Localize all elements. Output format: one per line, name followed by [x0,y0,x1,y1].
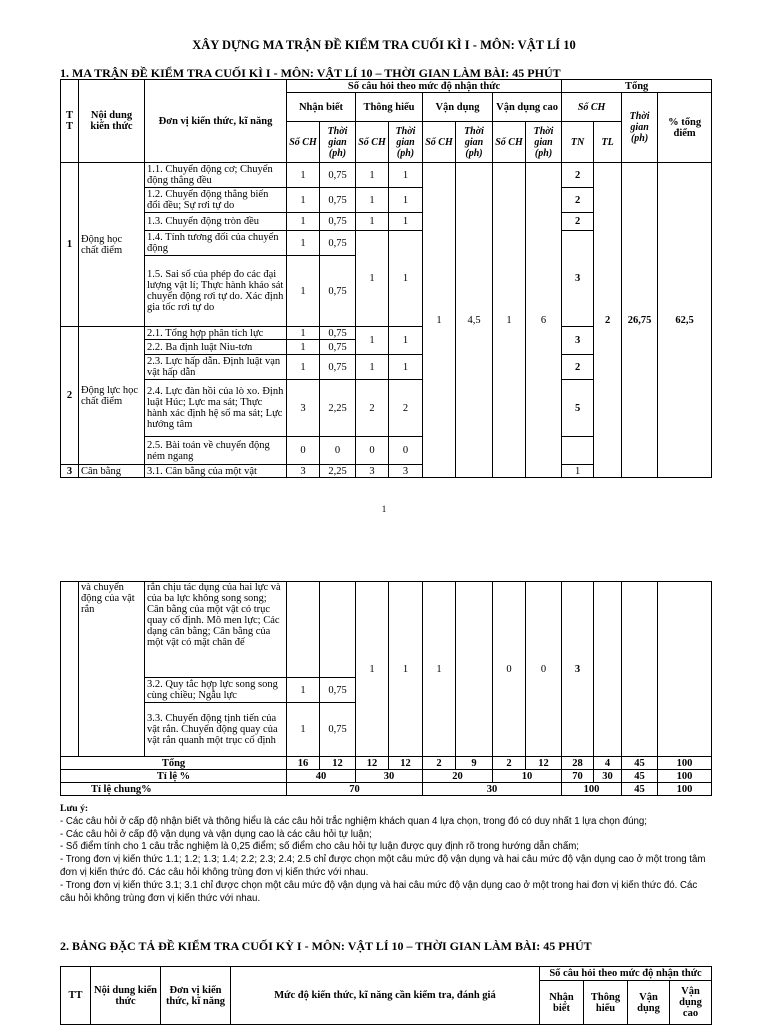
ratio-row [61,770,712,783]
cell: 12 [320,757,356,770]
cell: 1 [493,163,526,478]
cell: 45 [622,770,658,783]
t2-header-nhan-biet: Nhận biết [540,981,584,1025]
header-tn: TN [562,122,594,163]
cell: 16 [287,757,320,770]
unit-cell: 2.2. Ba định luật Niu-tơn [145,340,287,355]
unit-cell: 3.3. Chuyển động tịnh tiến của vật rắn. Chuyển động quay của vật rắn quanh một trục cố định [145,703,287,757]
cell: 2 [562,163,594,188]
matrix-table-continued [60,581,712,796]
cell: 1 [287,188,320,213]
table-row [61,163,712,188]
cell: 2 [562,213,594,231]
unit-cell: 1.5. Sai số của phép đo các đại lượng vật lí; Thực hành khảo sát chuyển động rơi tự do. Xác định gia tốc rơi tự do [145,256,287,327]
cell: 0,75 [320,163,356,188]
cell: 4,5 [456,163,493,478]
cell: 40 [287,770,356,783]
cell: 0,75 [320,703,356,757]
t2-header-van-dung: Vận dụng [628,981,670,1025]
cell: 1 [562,465,594,478]
cell: 1 [287,163,320,188]
cell: 1 [389,327,423,355]
header-thoi-gian: Thời gian (ph) [526,122,562,163]
header-tl: TL [594,122,622,163]
cell: 0,75 [320,188,356,213]
cell: 2 [423,757,456,770]
cell: 3 [562,582,594,757]
cell [287,582,320,678]
overall-ratio-label: Tỉ lệ chung% [61,783,287,796]
cell [658,582,712,757]
cell: 1 [356,327,389,355]
cell: 26,75 [622,163,658,478]
cell: 2 [493,757,526,770]
cell: 2,25 [320,380,356,437]
cell: 3 [287,465,320,478]
row-tt: 2 [61,327,79,465]
cell: 1 [356,231,389,327]
t2-header-muc-do: Mức độ kiến thức, kĩ năng cần kiểm tra, đánh giá [231,967,540,1025]
t2-header-tt: TT [61,967,91,1025]
cell: 2 [562,188,594,213]
cell: 100 [658,757,712,770]
cell: 2 [562,355,594,380]
cell: 1 [287,231,320,256]
header-tong: Tổng [562,80,712,93]
header-so-ch: Số CH [356,122,389,163]
cell: 1 [356,188,389,213]
header-thoi-gian-total: Thời gian (ph) [622,93,658,163]
total-label: Tổng [61,757,287,770]
content-name: và chuyển động của vật rắn [79,582,145,757]
matrix-table [60,79,712,478]
section-2-title: 2. BẢNG ĐẶC TẢ ĐỀ KIỂM TRA CUỐI KỲ I - MÔN: VẬT LÍ 10 – THỜI GIAN LÀM BÀI: 45 PHÚT [60,939,592,953]
header-van-dung-cao: Vận dụng cao [493,93,562,122]
header-pct: % tổng điểm [658,93,712,163]
cell: 12 [526,757,562,770]
cell: 100 [562,783,622,796]
cell: 5 [562,380,594,437]
table-row [61,582,712,678]
cell: 10 [493,770,562,783]
header-so-cau-hoi: Số câu hỏi theo mức độ nhận thức [287,80,562,93]
cell: 0,75 [320,256,356,327]
total-row [61,757,712,770]
cell: 62,5 [658,163,712,478]
cell [594,582,622,757]
cell: 12 [389,757,423,770]
cell: 3 [562,327,594,355]
cell: 45 [622,757,658,770]
note-line: - Trong đơn vị kiến thức 3.1; 3.1 chỉ được chọn một câu mức độ vận dụng và hai câu mức độ vận dụng cao ở một trong hai đơn vị kiến thức đó. Các câu hỏi không trùng đơn vị kiến thức với nhau. [60,879,698,904]
cell: 0,75 [320,327,356,340]
header-so-ch: Số CH [287,122,320,163]
unit-cell: rắn chịu tác dụng của hai lực và của ba lực không song song; Cân bằng của một vật có trục quay cố định. Mô men lực; Các dạng cân bằng; Cân bằng của một vật có mặt chân đế [145,582,287,678]
note-line: - Các câu hỏi ở cấp độ vận dụng và vận dụng cao là các câu hỏi tự luận; [60,828,372,840]
cell: 0,75 [320,340,356,355]
notes-title: Lưu ý: [60,803,89,814]
cell: 1 [356,582,389,757]
cell: 1 [356,163,389,188]
cell: 2 [389,380,423,437]
cell: 0 [389,437,423,465]
cell: 28 [562,757,594,770]
cell: 70 [287,783,423,796]
header-noi-dung: Nội dung kiến thức [79,80,145,163]
unit-cell: 2.5. Bài toán về chuyển động ném ngang [145,437,287,465]
cell: 1 [389,163,423,188]
note-line: - Số điểm tính cho 1 câu trắc nghiệm là 0,25 điểm; số điểm cho câu hỏi tự luận được quy định rõ trong hướng dẫn chấm; [60,841,579,853]
header-thoi-gian: Thời gian (ph) [456,122,493,163]
cell: 1 [287,355,320,380]
cell: 1 [287,678,320,703]
cell: 0 [320,437,356,465]
row-tt: 1 [61,163,79,327]
header-nhan-biet: Nhận biết [287,93,356,122]
cell: 1 [287,327,320,340]
cell: 1 [356,355,389,380]
header-so-ch-total: Số CH [562,93,622,122]
cell: 1 [287,256,320,327]
cell: 2 [356,380,389,437]
cell: 2 [594,163,622,478]
header-so-ch: Số CH [493,122,526,163]
header-don-vi: Đơn vị kiến thức, kĩ năng [145,80,287,163]
cell: 20 [423,770,493,783]
cell [622,582,658,757]
header-tt: T T [61,80,79,163]
cell: 6 [526,163,562,478]
cell: 0,75 [320,355,356,380]
cell: 2,25 [320,465,356,478]
cell: 0 [493,582,526,757]
cell: 4 [594,757,622,770]
cell: 30 [423,783,562,796]
cell: 1 [423,163,456,478]
t2-header-noi-dung: Nội dung kiến thức [91,967,161,1025]
cell: 1 [389,188,423,213]
cell: 3 [356,465,389,478]
unit-cell: 2.4. Lực đàn hồi của lò xo. Định luật Húc; Lực ma sát; Thực hành xác định hệ số ma sát; Lực hướng tâm [145,380,287,437]
cell: 45 [622,783,658,796]
cell: 0 [356,437,389,465]
cell [320,582,356,678]
unit-cell: 1.4. Tính tương đối của chuyển động [145,231,287,256]
header-thong-hieu: Thông hiểu [356,93,423,122]
notes-block [60,803,710,905]
content-name: Cân bằng [79,465,145,478]
cell: 0,75 [320,213,356,231]
cell [456,582,493,757]
unit-cell: 3.1. Cân bằng của một vật [145,465,287,478]
cell: 12 [356,757,389,770]
cell: 1 [287,703,320,757]
t2-header-so-cau: Số câu hỏi theo mức độ nhận thức [540,967,712,981]
note-line: - Các câu hỏi ở cấp độ nhận biết và thông hiểu là các câu hỏi trắc nghiệm khách quan 4 lựa chọn, trong đó có duy nhất 1 lựa chọn đúng; [60,815,647,827]
cell: 30 [594,770,622,783]
header-so-ch: Số CH [423,122,456,163]
header-thoi-gian: Thời gian (ph) [389,122,423,163]
cell: 0 [526,582,562,757]
t2-header-van-dung-cao: Vận dụng cao [670,981,712,1025]
cell: 3 [562,231,594,327]
overall-ratio-row [61,783,712,796]
unit-cell: 1.2. Chuyển động thẳng biến đổi đều; Sự rơi tự do [145,188,287,213]
cell: 1 [356,213,389,231]
document-title: XÂY DỰNG MA TRẬN ĐỀ KIỂM TRA CUỐI KÌ I - MÔN: VẬT LÍ 10 [192,38,576,52]
header-thoi-gian: Thời gian (ph) [320,122,356,163]
cell: 1 [389,213,423,231]
row-tt: 3 [61,465,79,478]
unit-cell: 1.3. Chuyển động tròn đều [145,213,287,231]
cell: 1 [389,231,423,327]
cell: 3 [287,380,320,437]
t2-header-don-vi: Đơn vị kiến thức, kĩ năng [161,967,231,1025]
unit-cell: 1.1. Chuyển động cơ; Chuyển động thẳng đều [145,163,287,188]
cell: 100 [658,783,712,796]
content-name: Động lực học chất điểm [79,327,145,465]
cell: 1 [423,582,456,757]
cell: 1 [389,355,423,380]
row-tt [61,582,79,757]
section-1-title: 1. MA TRẬN ĐỀ KIỂM TRA CUỐI KÌ I - MÔN: VẬT LÍ 10 – THỜI GIAN LÀM BÀI: 45 PHÚT [60,66,561,80]
cell: 30 [356,770,423,783]
unit-cell: 2.1. Tổng hợp phân tích lực [145,327,287,340]
header-van-dung: Vận dụng [423,93,493,122]
content-name: Động học chất điểm [79,163,145,327]
unit-cell: 2.3. Lực hấp dẫn. Định luật vạn vật hấp dẫn [145,355,287,380]
unit-cell: 3.2. Quy tắc hợp lực song song cùng chiều; Ngẫu lực [145,678,287,703]
cell: 1 [287,340,320,355]
specification-table [60,966,712,1025]
t2-header-thong-hieu: Thông hiểu [584,981,628,1025]
cell: 9 [456,757,493,770]
cell: 70 [562,770,594,783]
cell: 0,75 [320,678,356,703]
page-number: 1 [381,504,387,514]
cell: 3 [389,465,423,478]
cell: 1 [389,582,423,757]
ratio-label: Tỉ lệ % [61,770,287,783]
cell [562,437,594,465]
cell: 1 [287,213,320,231]
note-line: - Trong đơn vị kiến thức 1.1; 1.2; 1.3; 1.4; 2.2; 2.3; 2.4; 2.5 chỉ được chọn một câu mức độ vận dụng và hai câu mức độ vận dụng cao ở một trong tâm đơn vị kiến thức đó. Các câu hỏi không trùng đơn vị kiến thức với nhau. [60,854,706,878]
cell: 0,75 [320,231,356,256]
cell: 100 [658,770,712,783]
cell: 0 [287,437,320,465]
